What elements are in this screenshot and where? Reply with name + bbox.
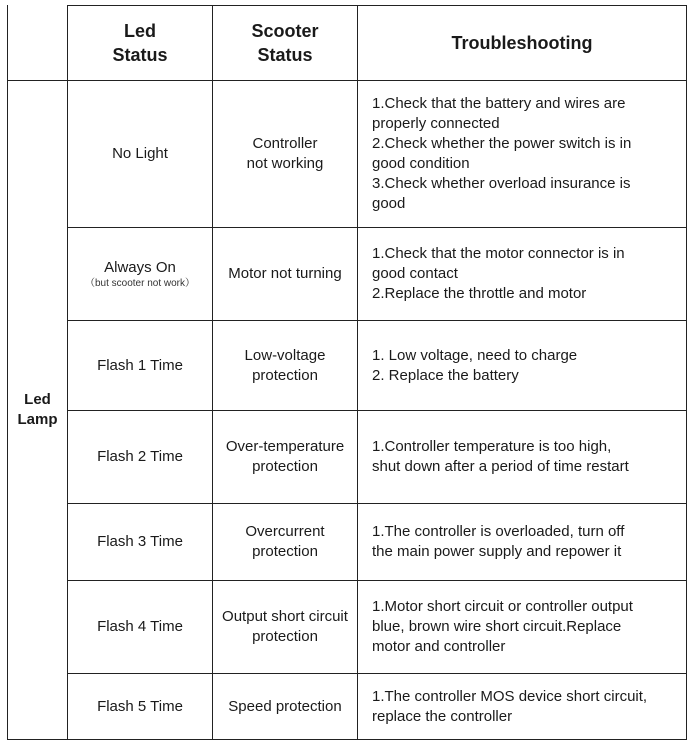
scooter-status-line: Over-temperature [225,438,345,455]
table-row [8,81,687,228]
troubleshooting-line: good [372,195,406,212]
scooter-status-cell [213,411,358,504]
troubleshooting-line: 2. Replace the battery [372,366,519,384]
header-scooter-status-line: Status [257,45,313,65]
header-led-status [68,6,213,81]
scooter-status-line: Low-voltage [244,346,326,364]
troubleshooting-cell [358,674,687,740]
led-status-text: Flash 3 Time [97,533,183,550]
group-label-led-lamp [8,81,68,740]
troubleshooting-line: blue, brown wire short circuit.Replace [372,618,622,635]
troubleshooting-line: motor and controller [372,638,506,655]
header-blank [8,6,68,81]
troubleshooting-line: good contact [372,265,458,282]
scooter-status-cell [213,321,358,411]
table-row [8,504,687,581]
troubleshooting-line: 1.Check that the battery and wires are [372,95,626,112]
led-status-text: Flash 2 Time [97,448,183,465]
led-status-text: Always On [104,259,176,276]
troubleshooting-line: 1.Check that the motor connector is in [372,245,625,262]
scooter-status-line: Motor not turning [228,265,342,282]
troubleshooting-line: 1.The controller MOS device short circuit, [372,687,648,705]
troubleshooting-line: 3.Check whether overload insurance is [372,175,631,192]
led-status-cell [68,581,213,674]
scooter-status-cell [213,228,358,321]
troubleshooting-line: 1.Controller temperature is too high, [372,438,612,455]
troubleshooting-cell [358,504,687,581]
led-status-cell [68,674,213,740]
scooter-status-line: Overcurrent [245,523,325,540]
table-row [8,411,687,504]
troubleshooting-cell [358,321,687,411]
troubleshooting-line: 1. Low voltage, need to charge [372,346,578,364]
scooter-status-line: protection [252,458,318,475]
scooter-status-line: protection [252,366,318,384]
led-status-text: Flash 5 Time [97,697,183,715]
header-led-status-line: Status [112,45,168,65]
scooter-status-line: Controller [252,135,318,152]
header-troubleshooting: Troubleshooting [358,6,687,81]
table-row [8,674,687,740]
scooter-status-line: Speed protection [228,697,342,715]
troubleshooting-line: 2.Check whether the power switch is in [372,135,632,152]
led-status-note: （but scooter not work） [84,278,196,289]
header-scooter-status [213,6,358,81]
troubleshooting-line: 2.Replace the throttle and motor [372,285,587,302]
led-status-cell [68,81,213,228]
scooter-status-cell [213,674,358,740]
table-row [8,321,687,411]
scooter-status-line: protection [252,628,318,645]
led-status-cell [68,321,213,411]
troubleshooting-cell [358,228,687,321]
led-status-cell [68,411,213,504]
troubleshooting-line: 1.The controller is overloaded, turn off [372,523,625,540]
troubleshooting-cell [358,81,687,228]
troubleshooting-line: shut down after a period of time restart [372,458,629,475]
troubleshooting-line: 1.Motor short circuit or controller output [372,598,633,615]
scooter-status-cell [213,504,358,581]
scooter-status-cell [213,81,358,228]
table-row [8,228,687,321]
troubleshooting-line: the main power supply and repower it [372,543,622,560]
led-status-cell [68,504,213,581]
troubleshooting-cell [358,581,687,674]
scooter-status-line: protection [252,543,318,560]
header-row [8,6,687,81]
troubleshooting-table [7,5,687,740]
table-row [8,581,687,674]
header-scooter-status-line: Scooter [251,21,319,41]
scooter-status-line: not working [246,155,324,172]
led-status-cell [68,228,213,321]
troubleshooting-line: properly connected [372,115,500,132]
led-status-text: No Light [112,145,168,162]
troubleshooting-line: good condition [372,155,470,172]
group-label-line: Led [24,391,51,408]
troubleshooting-cell [358,411,687,504]
scooter-status-line: Output short circuit [222,608,348,625]
troubleshooting-line: replace the controller [372,707,513,725]
header-led-status-line: Led [123,21,156,41]
group-label-line: Lamp [17,411,58,428]
led-status-text: Flash 4 Time [97,618,183,635]
led-status-text: Flash 1 Time [97,356,183,374]
scooter-status-cell [213,581,358,674]
